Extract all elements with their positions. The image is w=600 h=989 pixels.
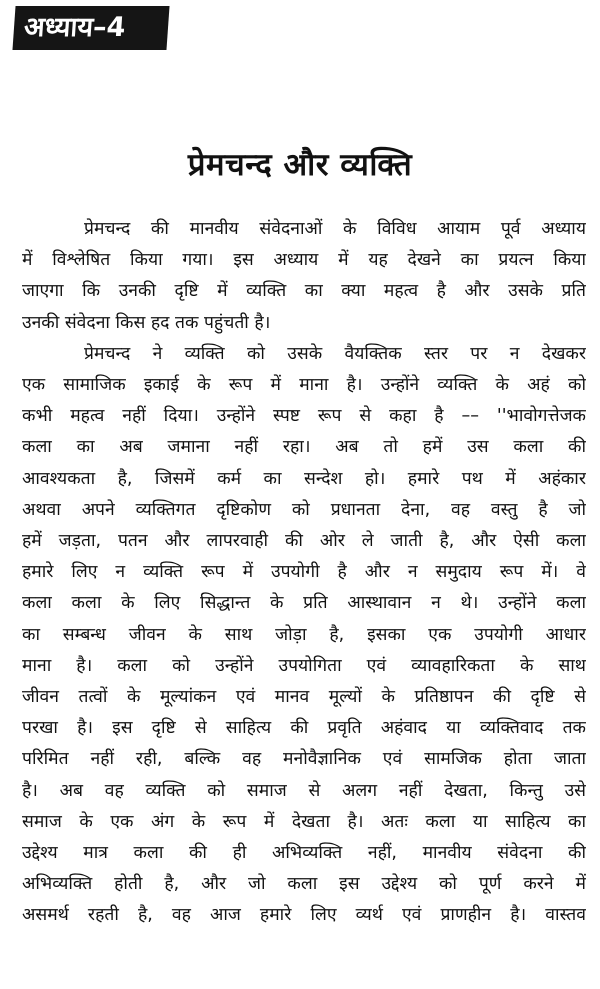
paragraph-2 xyxy=(22,339,586,932)
text-line: में विश्लेषित किया गया। इस अध्याय में यह देखने का प्रयत्न किया xyxy=(22,250,586,271)
text-line: आवश्यकता है, जिसमें कर्म का सन्देश हो। हमारे पथ में अहंकार xyxy=(22,468,586,489)
text-line: परखा है। इस दृष्टि से साहित्य की प्रवृति अहंवाद या व्यक्तिवाद तक xyxy=(22,718,586,739)
text-line: असमर्थ रहती है, वह आज हमारे लिए व्यर्थ एवं प्राणहीन है। वास्तव xyxy=(22,905,586,926)
text-line: हमें जड़ता, पतन और लापरवाही की ओर ले जाती है, और ऐसी कला xyxy=(22,531,586,552)
text-line: कभी महत्व नहीं दिया। उन्होंने स्पष्ट रूप से कहा है –– ''भावोगत्तेजक xyxy=(22,406,586,427)
text-line: माना है। कला को उन्होंने उपयोगिता एवं व्यावहारिकता के साथ xyxy=(22,655,586,676)
text-line: उनकी संवेदना किस हद तक पहुंचती है। xyxy=(22,312,271,333)
text-line: प्रेमचन्द की मानवीय संवेदनाओं के विविध आयाम पूर्व अध्याय xyxy=(84,219,586,239)
text-line: प्रेमचन्द ने व्यक्ति को उसके वैयक्तिक स्तर पर न देखकर xyxy=(84,343,586,364)
text-line: हमारे लिए न व्यक्ति रूप में उपयोगी है और न समुदाय रूप में। वे xyxy=(22,562,586,583)
text-line: कला का अब जमाना नहीं रहा। अब तो हमें उस कला की xyxy=(22,437,586,458)
text-line: समाज के एक अंग के रूप में देखता है। अतः कला या साहित्य का xyxy=(22,811,586,832)
text-line: परिमित नहीं रही, बल्कि वह मनोवैज्ञानिक एवं सामजिक होता जाता xyxy=(22,749,586,770)
paragraph-1 xyxy=(22,214,586,339)
text-line: अभिव्यक्ति होती है, और जो कला इस उद्देश्य को पूर्ण करने में xyxy=(22,874,586,895)
text-line: अथवा अपने व्यक्तिगत दृष्टिकोण को प्रधानता देना, वह वस्तु है जो xyxy=(22,499,586,520)
text-line: जाएगा कि उनकी दृष्टि में व्यक्ति का क्या महत्व है और उसके प्रति xyxy=(22,281,586,302)
text-line: एक सामाजिक इकाई के रूप में माना है। उन्होंने व्यक्ति के अहं को xyxy=(22,375,586,396)
text-line: का सम्बन्ध जीवन के साथ जोड़ा है, इसका एक उपयोगी आधार xyxy=(22,624,586,645)
text-line: है। अब वह व्यक्ति को समाज से अलग नहीं देखता, किन्तु उसे xyxy=(22,780,586,801)
text-line: जीवन तत्वों के मूल्यांकन एवं मानव मूल्यों के प्रतिष्ठापन की दृष्टि से xyxy=(22,687,586,708)
body-text xyxy=(22,214,586,932)
chapter-title: प्रेमचन्द और व्यक्ति xyxy=(187,147,413,183)
text-line: कला कला के लिए सिद्धान्त के प्रति आस्थावान न थे। उन्होंने कला xyxy=(22,593,586,614)
chapter-label: अध्याय–4 xyxy=(12,6,169,50)
text-line: उद्देश्य मात्र कला की ही अभिव्यक्ति नहीं, मानवीय संवेदना की xyxy=(22,843,586,864)
